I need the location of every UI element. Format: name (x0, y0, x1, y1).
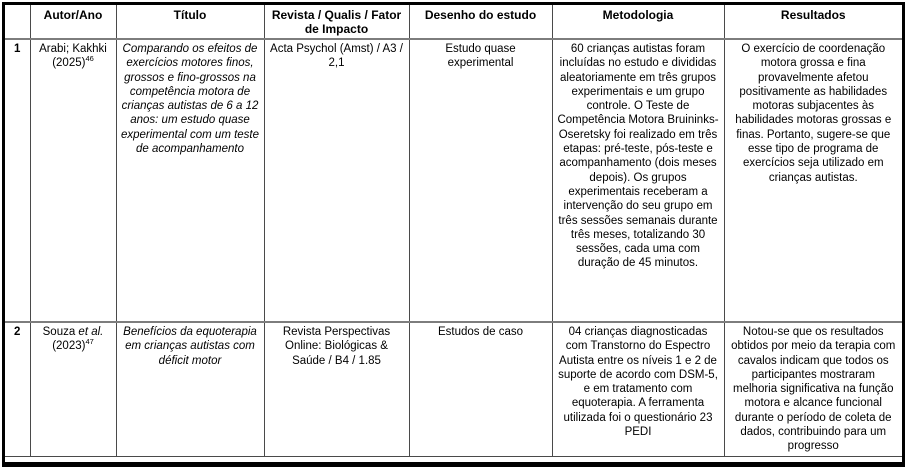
table-row (5, 39, 902, 322)
author-etal: et al. (75, 326, 104, 338)
table-body (5, 39, 902, 456)
cell-titulo: Benefícios da equoterapia em crianças autistas com déficit motor (116, 322, 264, 456)
author-year: (2023) (52, 340, 86, 353)
header-metodologia: Metodologia (552, 5, 724, 39)
cell-desenho-estudo: Estudos de caso (409, 322, 552, 456)
header-desenho-estudo: Desenho do estudo (409, 5, 552, 39)
cell-metodologia: 04 crianças diagnosticadas com Transtorno do Espectro Autista entre os níveis 1 e 2 de suporte de acordo com DSM-5, e em tratamento com equoterapia. A ferramenta utilizada foi o questionário 23 PEDI (552, 322, 724, 456)
author-year: (2025) (52, 57, 86, 70)
author-name: Arabi; Kakhki (39, 43, 107, 55)
header-autor-ano: Autor/Ano (30, 5, 116, 39)
cell-row-number: 1 (5, 39, 30, 322)
citation-superscript: 46 (85, 54, 94, 64)
cell-resultados: O exercício de coordenação motora grossa e fina provavelmente afetou positivamente as habilidades motoras subjacentes às habilidades motoras grossas e finas. Portanto, sugere-se que esse tipo de programa de exercícios seja utilizado em crianças autistas. (724, 39, 902, 322)
header-resultados: Resultados (724, 5, 902, 39)
cell-row-number: 2 (5, 322, 30, 456)
header-row (5, 5, 902, 39)
cell-autor-ano (30, 39, 116, 322)
author-name: Souza (42, 326, 76, 338)
cell-metodologia: 60 crianças autistas foram incluídas no estudo e divididas aleatoriamente em três grupos experimentais e um grupo controle. O Teste de Competência Motora Bruininks-Oseretsky foi realizado em três etapas: pré-teste, pós-teste e acompanhamento (dois meses depois). Os grupos experimentais receberam a intervenção do seu grupo em três sessões semanais durante três meses, totalizando 30 sessões, cada uma com duração de 45 minutos. (552, 39, 724, 322)
cell-desenho-estudo: Estudo quase experimental (409, 39, 552, 322)
header-titulo: Título (116, 5, 264, 39)
header-revista-qualis: Revista / Qualis / Fator de Impacto (264, 5, 409, 39)
header-num (5, 5, 30, 39)
table-row (5, 322, 902, 456)
cell-revista-qualis: Revista Perspectivas Online: Biológicas & Saúde / B4 / 1.85 (264, 322, 409, 456)
cell-autor-ano (30, 322, 116, 456)
cell-titulo: Comparando os efeitos de exercícios motores finos, grossos e fino-grossos na competência motora de crianças autistas de 6 a 12 anos: um estudo quase experimental com um teste de acompanhamento (116, 39, 264, 322)
table-outer-frame (2, 2, 905, 467)
cell-resultados: Notou-se que os resultados obtidos por meio da terapia com cavalos indicam que todos os participantes mostraram melhoria significativa na função motora e alcance funcional durante o período de coleta de dados, contribuindo para um progresso (724, 322, 902, 456)
citation-superscript: 47 (85, 337, 94, 347)
literature-review-table (5, 5, 902, 457)
cell-revista-qualis: Acta Psychol (Amst) / A3 / 2,1 (264, 39, 409, 322)
table-header (5, 5, 902, 39)
